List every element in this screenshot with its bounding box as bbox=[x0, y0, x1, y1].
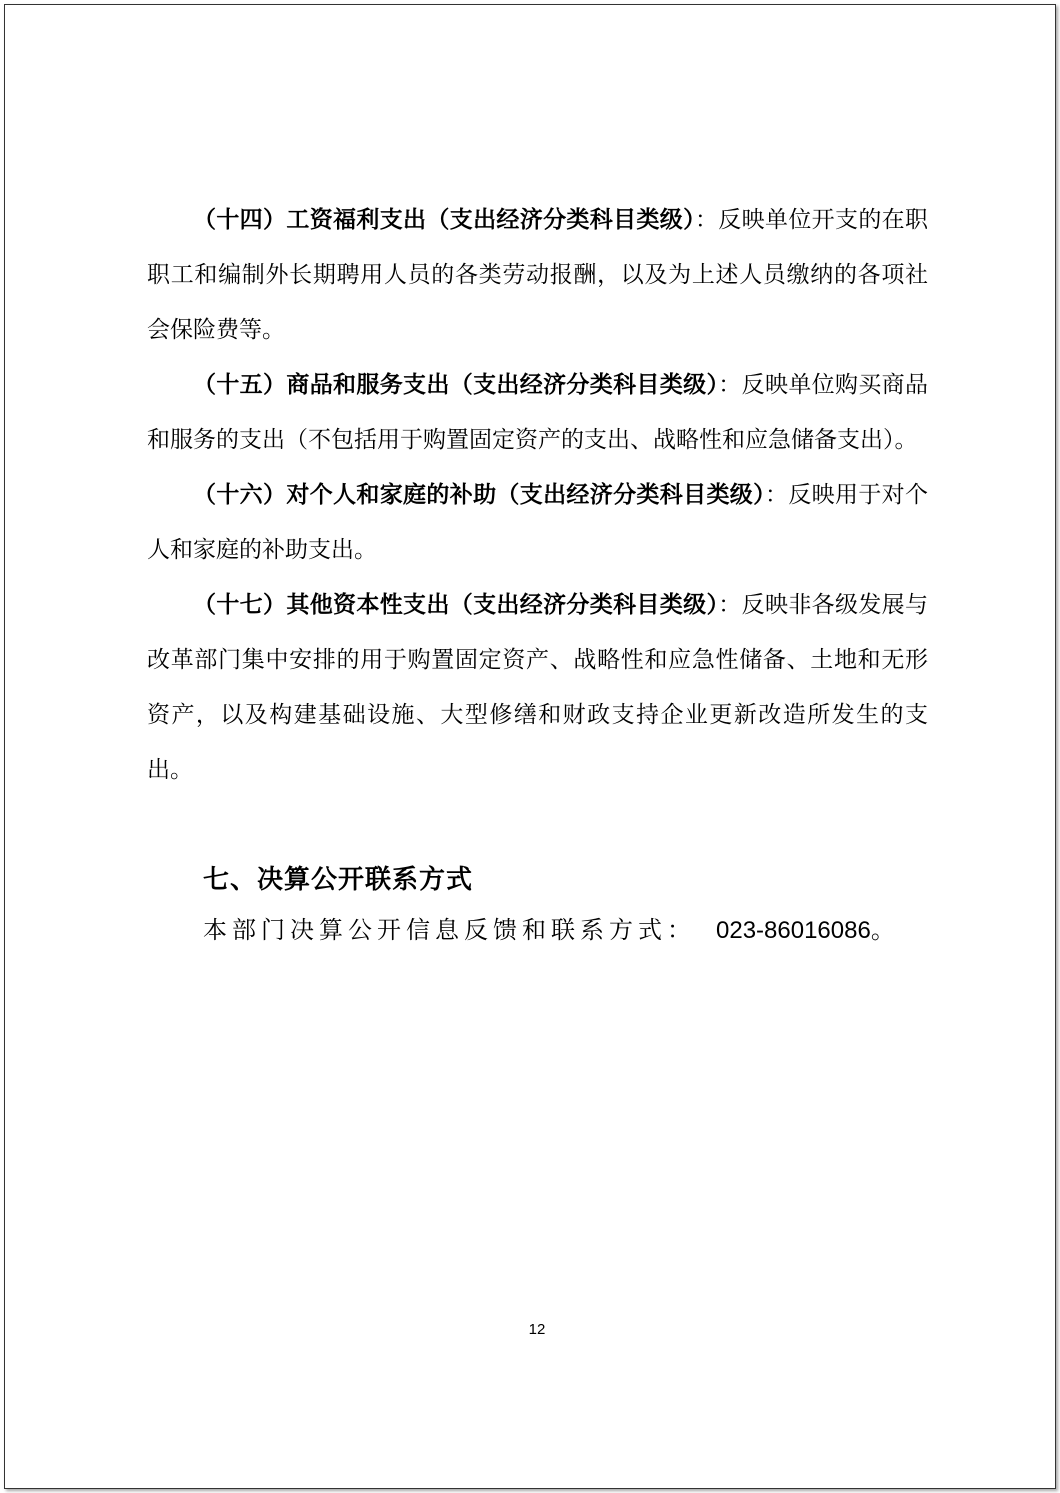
contact-end-mark: 。 bbox=[870, 916, 895, 944]
contact-line bbox=[203, 908, 895, 953]
section-14-heading: （十四）工资福利支出（支出经济分类科目类级） bbox=[193, 207, 695, 233]
section-16-body: 反映用于对个人和家庭的补助支出。 bbox=[147, 482, 929, 563]
section-14-body: 反映单位开支的在职职工和编制外长期聘用人员的各类劳动报酬，以及为上述人员缴纳的各项社会保险费等。 bbox=[147, 207, 929, 343]
section-17 bbox=[147, 578, 928, 798]
page-number: 12 bbox=[528, 1321, 546, 1338]
section-15-body: 反映单位购买商品和服务的支出（不包括用于购置固定资产的支出、战略性和应急储备支出）。 bbox=[147, 372, 929, 453]
section-15 bbox=[147, 358, 928, 468]
section-16-separator: ： bbox=[764, 482, 789, 508]
section-15-heading: （十五）商品和服务支出（支出经济分类科目类级） bbox=[193, 372, 719, 398]
section-16 bbox=[147, 468, 928, 578]
contact-phone: 023-86016086 bbox=[716, 917, 871, 944]
section-14-separator: ： bbox=[694, 207, 719, 233]
section-17-heading: （十七）其他资本性支出（支出经济分类科目类级） bbox=[193, 592, 719, 618]
section-14 bbox=[147, 193, 928, 358]
main-content bbox=[147, 193, 928, 798]
section-15-separator: ： bbox=[718, 372, 742, 398]
contact-label: 本部门决算公开信息反馈和联系方式： bbox=[203, 916, 696, 944]
section-17-body: 反映非各级发展与改革部门集中安排的用于购置固定资产、战略性和应急性储备、土地和无形资产，以及构建基础设施、大型修缮和财政支持企业更新改造所发生的支出。 bbox=[147, 592, 929, 783]
section-16-heading: （十六）对个人和家庭的补助（支出经济分类科目类级） bbox=[193, 482, 765, 508]
section-17-separator: ： bbox=[718, 592, 742, 618]
contact-section-title: 七、决算公开联系方式 bbox=[203, 865, 474, 895]
